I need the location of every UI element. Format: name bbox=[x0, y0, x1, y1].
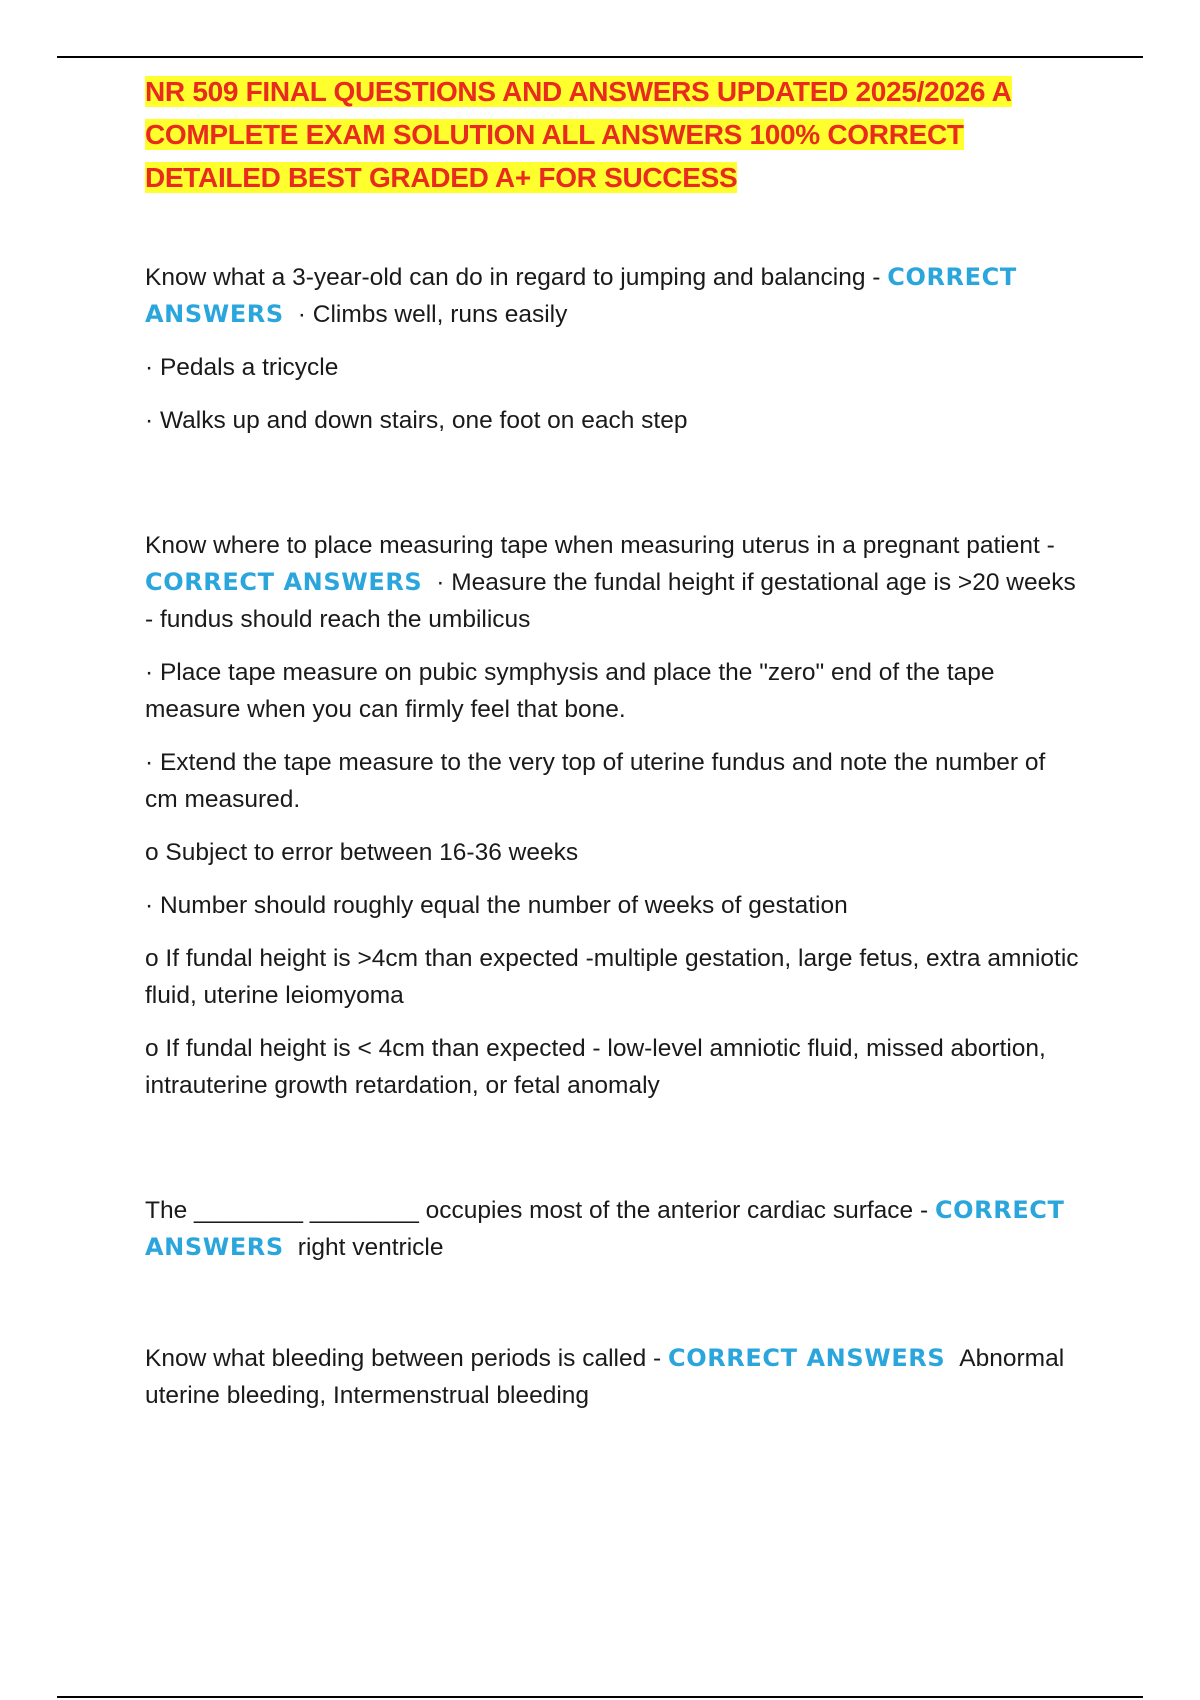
correct-answers-label: CORRECT ANSWERS bbox=[145, 1196, 1065, 1261]
answer-bullet: o Subject to error between 16-36 weeks bbox=[145, 839, 579, 866]
answer-text: · Measure the fundal height if gestational age is >20 weeks - fundus should reach the umbilicus bbox=[145, 569, 1076, 633]
correct-answers-label: CORRECT ANSWERS bbox=[145, 568, 423, 596]
top-rule bbox=[57, 56, 1143, 58]
answer-bullet: · Walks up and down stairs, one foot on each step bbox=[145, 407, 688, 434]
answer-text: · Climbs well, runs easily bbox=[297, 301, 568, 328]
answer-bullet: o If fundal height is < 4cm than expected - low-level amniotic fluid, missed abortion, intrauterine growth retardation, or fetal anomaly bbox=[145, 1035, 1046, 1099]
answer-bullet: · Place tape measure on pubic symphysis and place the "zero" end of the tape measure when you can firmly feel that bone. bbox=[145, 659, 995, 723]
answer-bullet: · Extend the tape measure to the very top of uterine fundus and note the number of cm measured. bbox=[145, 749, 1046, 813]
answer-bullet: · Number should roughly equal the number of weeks of gestation bbox=[145, 892, 848, 919]
question-answer bbox=[145, 1340, 1080, 1414]
correct-answers-label: CORRECT ANSWERS bbox=[667, 1344, 946, 1372]
bottom-rule bbox=[57, 1696, 1143, 1698]
question-text: Know where to place measuring tape when measuring uterus in a pregnant patient - bbox=[145, 532, 1055, 559]
answer-bullet: o If fundal height is >4cm than expected -multiple gestation, large fetus, extra amniotic fluid, uterine leiomyoma bbox=[145, 945, 1079, 1009]
answer-text: Abnormal uterine bleeding, Intermenstrual bleeding bbox=[145, 1345, 1065, 1409]
answer-text: right ventricle bbox=[297, 1234, 444, 1261]
document-title: NR 509 FINAL QUESTIONS AND ANSWERS UPDATED 2025/2026 A COMPLETE EXAM SOLUTION ALL ANSWERS 100% CORRECT DETAILED BEST GRADED A+ FOR SUCCESS bbox=[145, 76, 1012, 193]
question-answer bbox=[145, 259, 1080, 333]
question-answer bbox=[145, 1192, 1080, 1266]
correct-answers-label: CORRECT ANSWERS bbox=[145, 263, 1017, 328]
question-text: Know what a 3-year-old can do in regard to jumping and balancing - bbox=[145, 264, 888, 291]
answer-bullet: · Pedals a tricycle bbox=[145, 354, 339, 381]
question-text: The ________ ________ occupies most of the anterior cardiac surface - bbox=[145, 1197, 935, 1224]
document-body bbox=[145, 70, 1080, 1430]
question-text: Know what bleeding between periods is called - bbox=[145, 1345, 668, 1372]
question-answer bbox=[145, 527, 1080, 638]
